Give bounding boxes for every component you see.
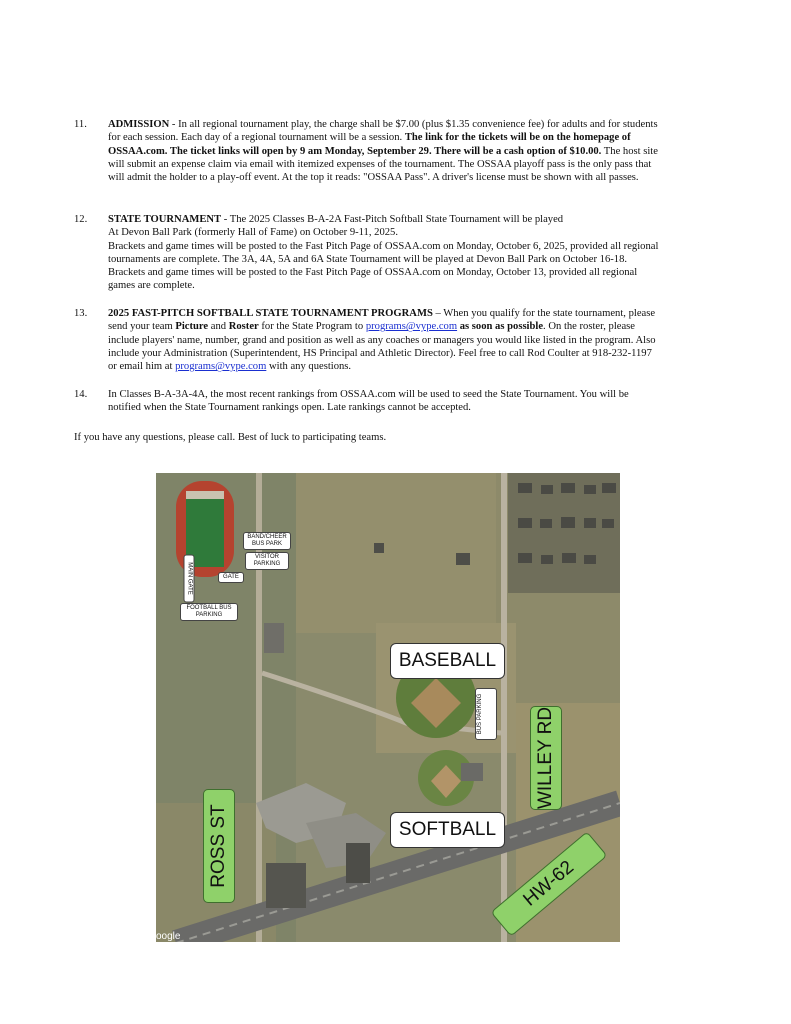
softball-label: SOFTBALL	[390, 812, 505, 848]
email-link[interactable]: programs@vype.com	[175, 361, 267, 373]
email-link[interactable]: programs@vype.com	[365, 321, 458, 333]
item-number: 11.	[74, 119, 87, 130]
ross-st-label: ROSS ST	[203, 789, 235, 903]
item-heading: STATE TOURNAMENT	[108, 214, 222, 225]
hw62-label: HW-62	[490, 831, 607, 937]
item-heading: 2025 FAST-PITCH SOFTBALL STATE TOURNAMENT PROGRAMS	[108, 308, 433, 319]
closing-note: If you have any questions, please call. Best of luck to participating teams.	[74, 432, 387, 443]
baseball-label: BASEBALL	[390, 643, 505, 679]
item-number: 13.	[74, 308, 88, 319]
item-heading: ADMISSION	[108, 119, 170, 130]
item-number: 14.	[74, 389, 88, 400]
aerial-map	[156, 473, 620, 942]
band-cheer-bus-park-label: BAND/CHEER BUS PARK	[243, 532, 291, 550]
visitor-parking-label: VISITOR PARKING	[245, 552, 289, 570]
google-watermark: oogle	[156, 931, 181, 942]
main-gate-label: MAIN GATE	[184, 555, 195, 603]
football-bus-parking-label: FOOTBALL BUS PARKING	[180, 603, 238, 621]
gate-label: GATE	[218, 572, 244, 583]
item-number: 12.	[74, 214, 88, 225]
bus-parking-label: BUS PARKING	[475, 688, 497, 740]
willey-rd-label: WILLEY RD	[530, 706, 562, 810]
